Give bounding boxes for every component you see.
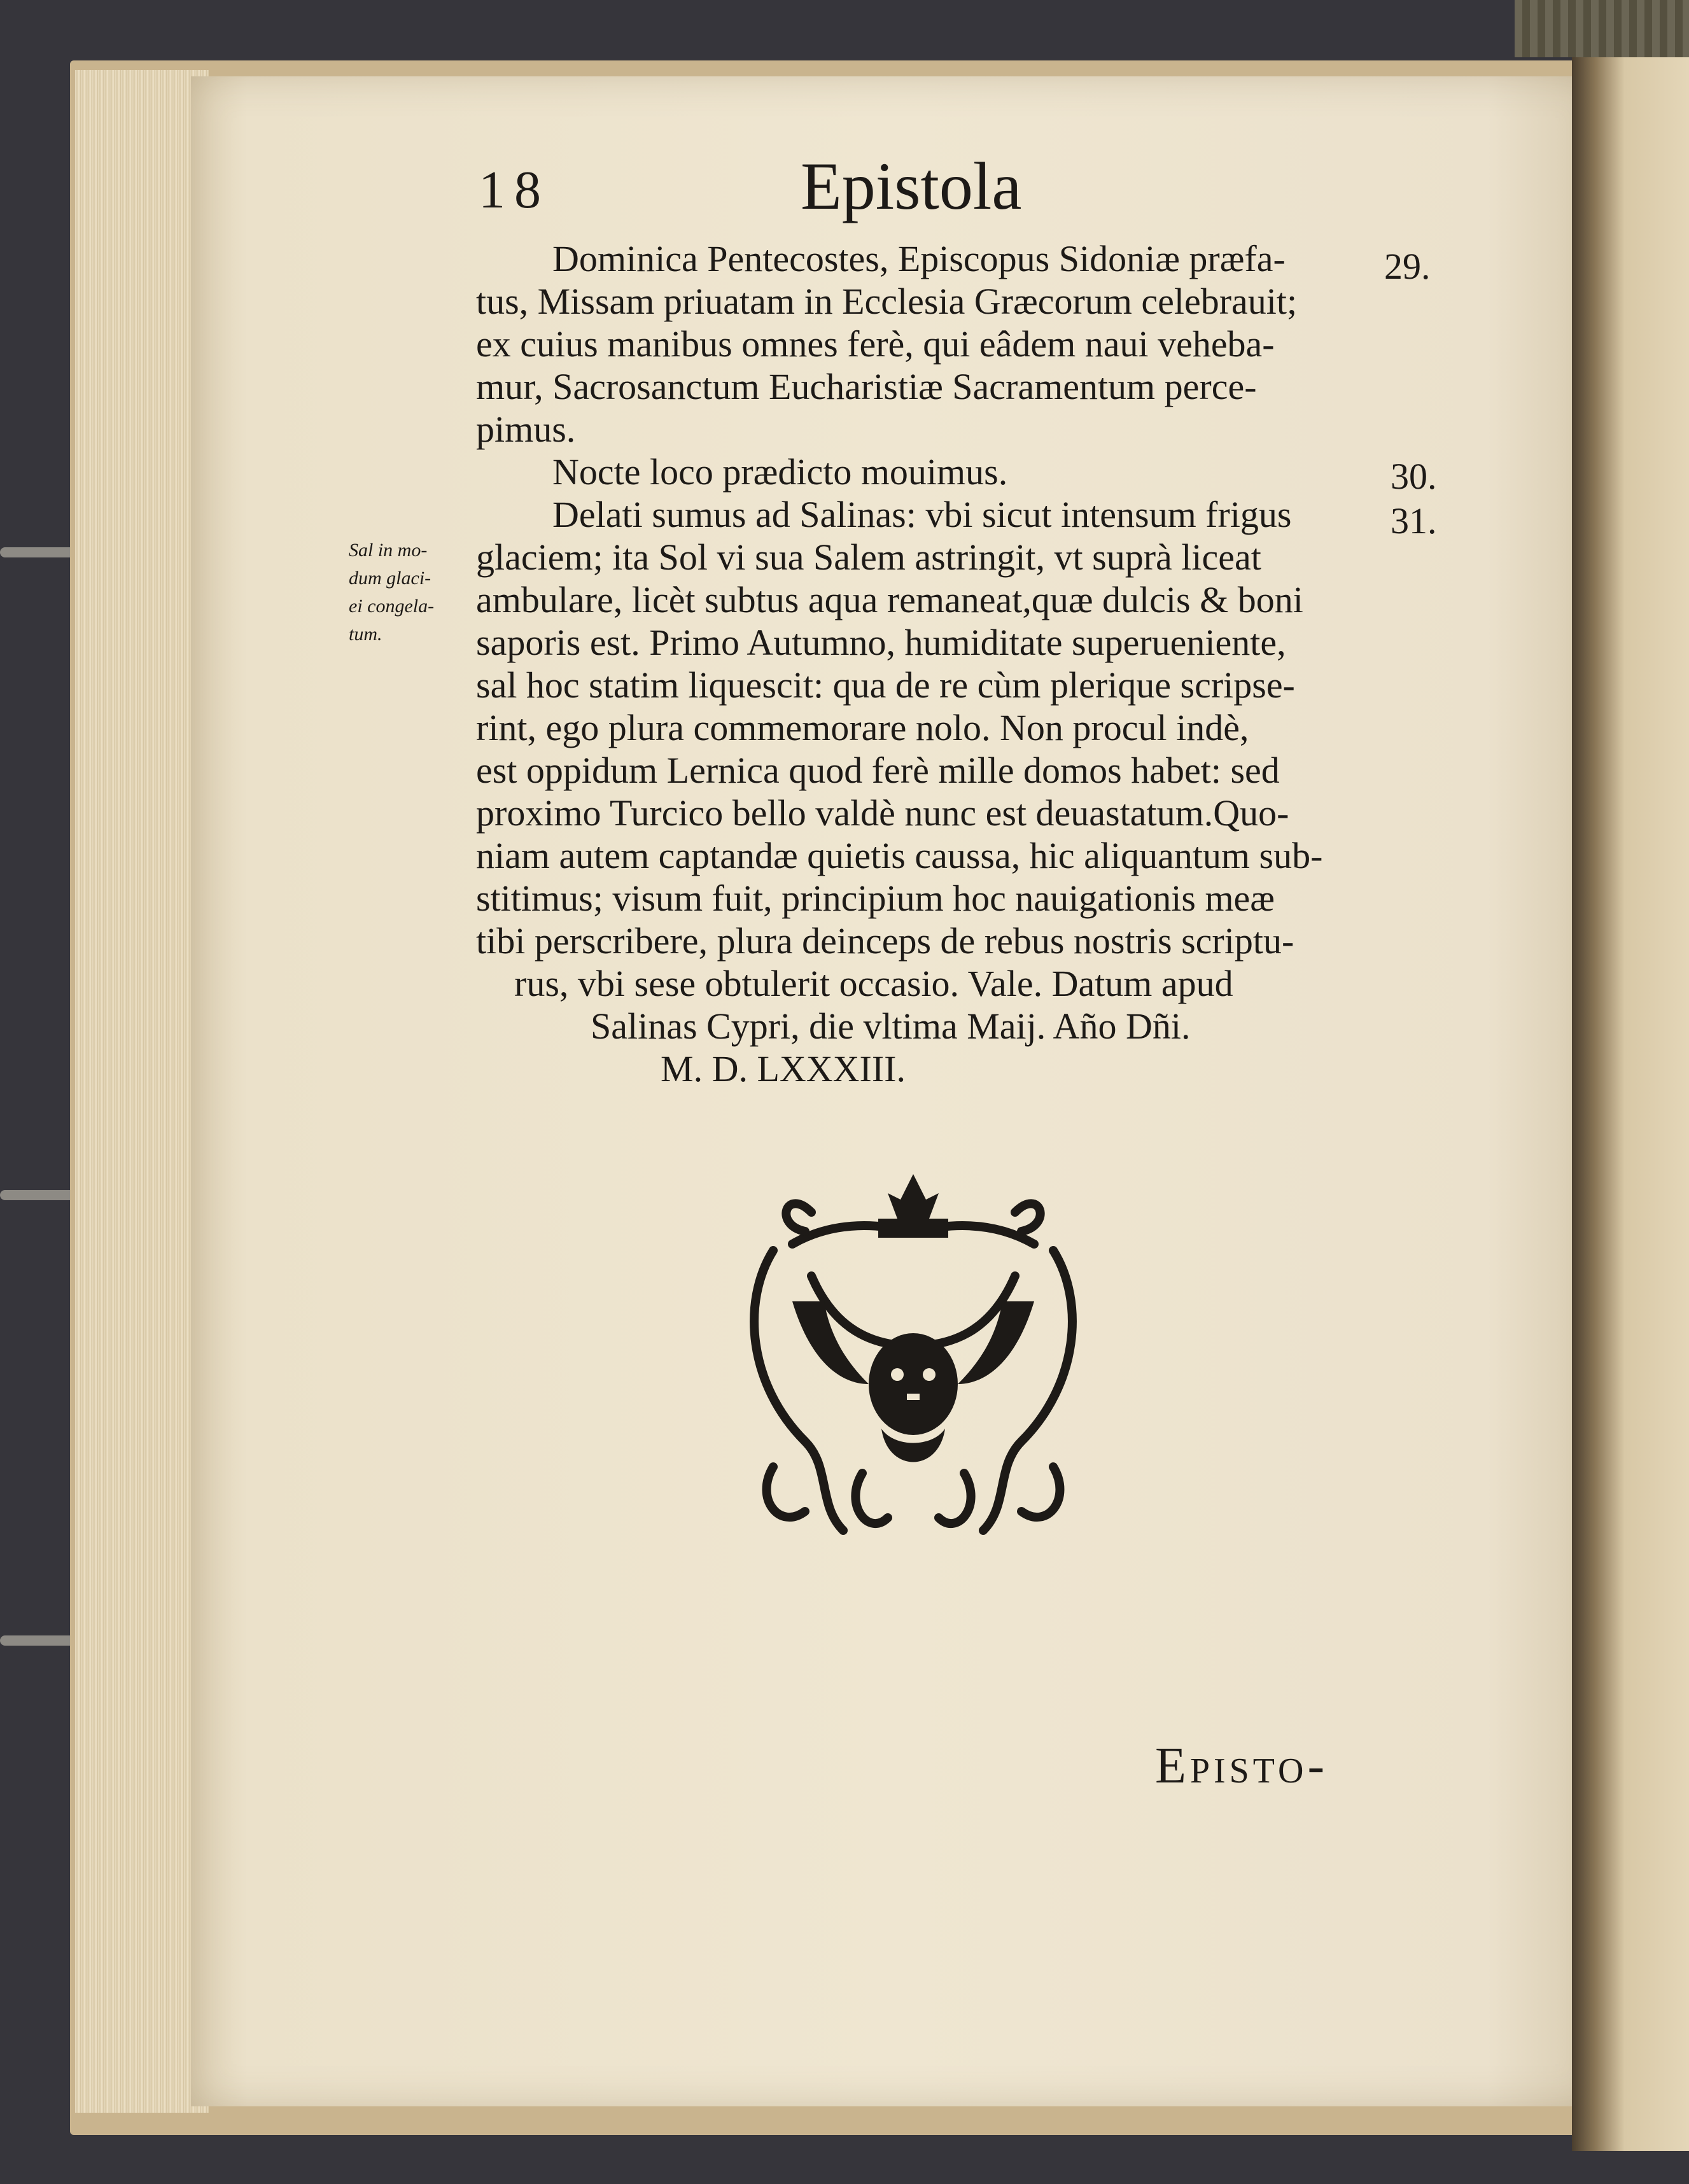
margin-note [349,536,434,648]
text-line: niam autem captandæ quietis caussa, hic aliquantum sub- [476,835,1323,876]
text-line: Delati sumus ad Salinas: vbi sicut intensum frigus [552,494,1292,535]
text-line: rus, vbi sese obtulerit occasio. Vale. Datum apud [514,963,1233,1004]
binding [1515,0,1689,57]
text-line: est oppidum Lernica quod ferè mille domos habet: sed [476,750,1280,791]
book-gutter [1572,51,1689,2151]
page-edges [75,70,209,2113]
text-line: Dominica Pentecostes, Episcopus Sidoniæ præfa- [552,238,1286,279]
margin-note-line: Sal in mo- [349,540,428,561]
running-head: Epistola [801,149,1022,223]
text-line: proximo Turcico bello valdè nunc est deuastatum.Quo- [476,792,1289,834]
text-line: tus, Missam priuatam in Ecclesia Græcorum celebrauit; [476,281,1298,322]
section-number: 31. [1391,500,1437,542]
section-number: 30. [1391,456,1437,497]
catchword: Episto- [1155,1738,1329,1794]
text-line: ex cuius manibus omnes ferè, qui eâdem naui veheba- [476,323,1275,365]
text-line: ambulare, licèt subtus aqua remaneat,quæ dulcis & boni [476,579,1303,620]
text-line: Salinas Cypri, die vltima Maij. Año Dñi. [591,1005,1191,1047]
text-line: glaciem; ita Sol vi sua Salem astringit, vt suprà liceat [476,536,1261,578]
text-line: sal hoc statim liquescit: qua de re cùm plerique scripse- [476,664,1295,706]
woodcut-ornament [735,1174,1091,1556]
margin-note-line: tum. [349,624,382,645]
margin-note-line: ei congela- [349,596,435,617]
section-number: 29. [1384,246,1431,287]
text-line: Nocte loco prædicto mouimus. [552,451,1008,493]
text-line: pimus. [476,409,576,450]
text-line: mur, Sacrosanctum Eucharistiæ Sacramentum perce- [476,366,1257,407]
text-line: saporis est. Primo Autumno, humiditate superueniente, [476,622,1286,663]
page-number: 18 [479,160,550,220]
text-line: M. D. LXXXIII. [661,1048,906,1089]
text-line: tibi perscribere, plura deinceps de rebus nostris scriptu- [476,920,1294,962]
margin-note-line: dum glaci- [349,568,431,589]
text-line: stitimus; visum fuit, principium hoc nauigationis meæ [476,878,1275,919]
text-line: rint, ego plura commemorare nolo. Non procul indè, [476,707,1249,748]
